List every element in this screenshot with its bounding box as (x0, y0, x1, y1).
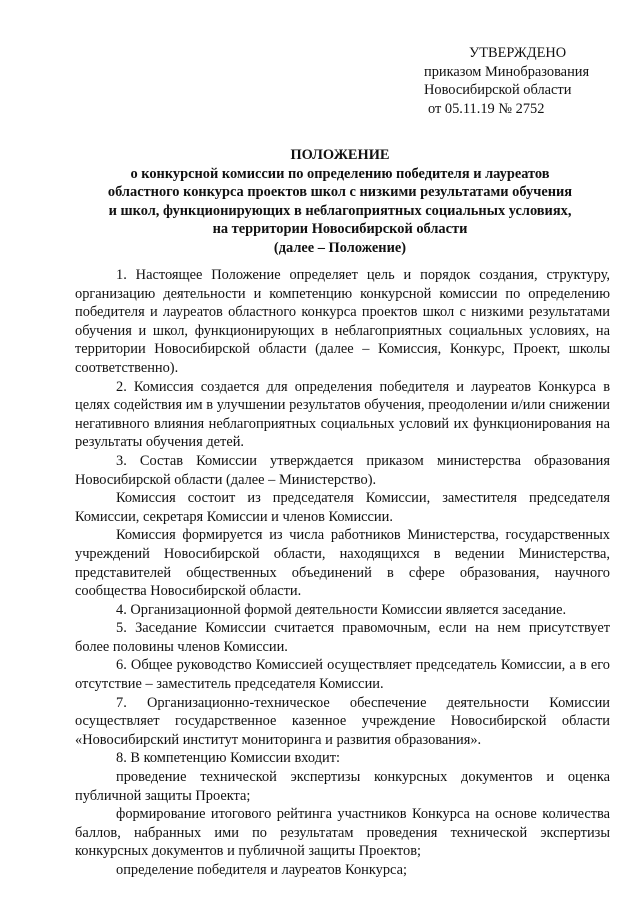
title-line: о конкурсной комиссии по определению победителя и лауреатов (130, 165, 550, 182)
approval-region-line: Новосибирской области (424, 82, 572, 98)
paragraph-6: 6. Общее руководство Комиссией осуществляет председатель Комиссии, а в его отсутствие – заместитель председателя Комиссии. (75, 657, 610, 693)
title-abbreviation: (далее – Положение) (273, 239, 407, 256)
title-line: областного конкурса проектов школ с низкими результатами обучения (107, 184, 573, 201)
paragraph-2: 2. Комиссия создается для определения победителя и лауреатов Конкурса в целях содействия им в улучшении результатов обучения, преодолении и/или снижении негативного влияния неблагоприятных социальных условий их функционирования на результаты обучения детей. (75, 378, 610, 451)
paragraph-3-composition: Комиссия состоит из председателя Комиссии, заместителя председателя Комиссии, секретаря Комиссии и членов Комиссии. (75, 490, 610, 525)
paragraph-7: 7. Организационно-техническое обеспечение деятельности Комиссии осуществляет государственное казенное учреждение Новосибирской области «Новосибирский институт мониторинга и развития образования». (75, 694, 610, 748)
paragraph-1: 1. Настоящее Положение определяет цель и порядок создания, структуру, организацию деятельности и компетенцию конкурсной комиссии по определению победителя и лауреатов областного конкурса проектов школ с низкими результатами обучения и школ, функционирующих в неблагоприятных социальных условиях, на территории Новосибирской области (далее – Комиссия, Конкурс, Проект, школы соответственно). (75, 267, 610, 376)
paragraph-8: 8. В компетенцию Комиссии входит: (116, 750, 341, 767)
approval-order-line: приказом Минобразования (424, 63, 590, 80)
paragraph-5: 5. Заседание Комиссии считается правомочным, если на нем присутствует более половины членов Комиссии. (75, 620, 610, 655)
title-heading: ПОЛОЖЕНИЕ (290, 147, 390, 163)
competence-item: формирование итогового рейтинга участников Конкурса на основе количества баллов, набранных ими по результатам проведения технической экспертизы конкурсных документов и публичной защиты Проектов; (75, 806, 610, 860)
paragraph-3-formation: Комиссия формируется из числа работников Министерства, государственных учреждений Новосибирской области, находящихся в ведении Министерства, представителей общественных объединений в сфере образования, научного сообщества Новосибирской области. (75, 527, 610, 600)
approval-heading: УТВЕРЖДЕНО (469, 45, 567, 61)
title-line: и школ, функционирующих в неблагоприятных социальных условиях, (108, 202, 572, 219)
document-title (80, 146, 600, 258)
competence-item: определение победителя и лауреатов Конкурса; (116, 862, 407, 878)
approval-stamp (424, 44, 589, 118)
paragraph-4: 4. Организационной формой деятельности Комиссии является заседание. (116, 601, 567, 618)
title-line: на территории Новосибирской области (212, 221, 468, 238)
paragraph-3: 3. Состав Комиссии утверждается приказом министерства образования Новосибирской области (далее – Министерство). (75, 452, 610, 488)
document-body (75, 266, 610, 880)
competence-item: проведение технической экспертизы конкурсных документов и оценка публичной защиты Проекта; (75, 769, 610, 804)
approval-date-number: от 05.11.19 № 2752 (428, 100, 545, 117)
